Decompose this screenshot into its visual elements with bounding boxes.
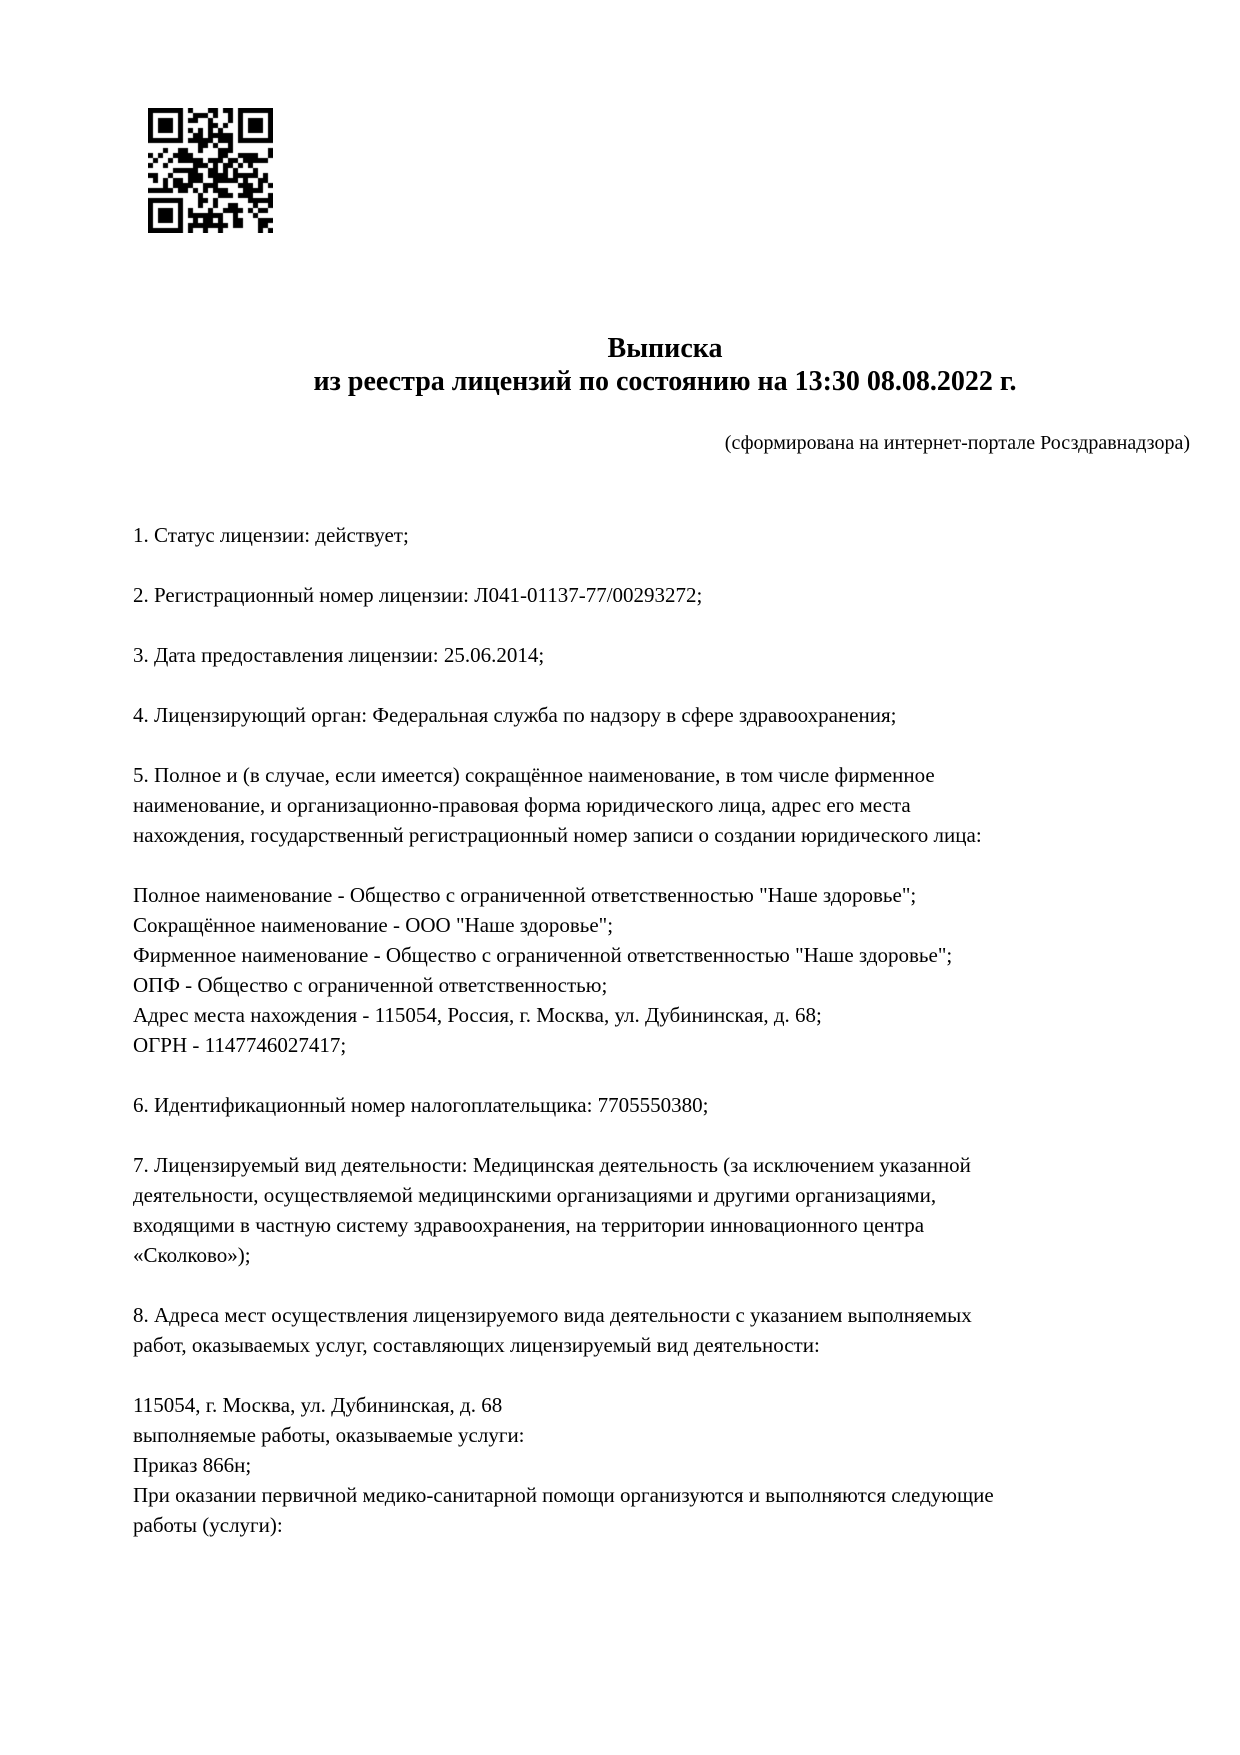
text-line: При оказании первичной медико-санитарной помощи организуются и выполняются следующие (133, 1483, 994, 1507)
text-line: 6. Идентификационный номер налогоплательщика: 7705550380; (133, 1093, 709, 1117)
text-line: входящими в частную систему здравоохранения, на территории инновационного центра (133, 1213, 925, 1237)
text-line: 3. Дата предоставления лицензии: 25.06.2014; (133, 643, 545, 667)
entity-address: Адрес места нахождения - 115054, Россия, г. Москва, ул. Дубининская, д. 68; (133, 1003, 822, 1027)
document-header (90, 332, 1240, 398)
order-number: Приказ 866н; (133, 1453, 252, 1477)
para-taxpayer-number (133, 1090, 1203, 1120)
text-line: 5. Полное и (в случае, если имеется) сокращённое наименование, в том числе фирменное (133, 763, 935, 787)
text-line: 2. Регистрационный номер лицензии: Л041-01137-77/00293272; (133, 583, 703, 607)
text-line: 4. Лицензирующий орган: Федеральная служба по надзору в сфере здравоохранения; (133, 703, 897, 727)
activity-address: 115054, г. Москва, ул. Дубининская, д. 68 (133, 1393, 503, 1417)
text-line: 7. Лицензируемый вид деятельности: Медицинская деятельность (за исключением указанной (133, 1153, 971, 1177)
text-line: 1. Статус лицензии: действует; (133, 523, 409, 547)
entity-full-name: Полное наименование - Общество с ограниченной ответственностью "Наше здоровье"; (133, 883, 917, 907)
text-line: работы (услуги): (133, 1513, 283, 1537)
para-registration-number (133, 580, 1203, 610)
text-line: «Сколково»); (133, 1243, 251, 1267)
qr-code (148, 108, 273, 233)
para-grant-date (133, 640, 1203, 670)
para-licensing-authority (133, 700, 1203, 730)
text-line: наименование, и организационно-правовая форма юридического лица, адрес его места (133, 793, 911, 817)
entity-legal-form: ОПФ - Общество с ограниченной ответственностью; (133, 973, 608, 997)
text-line: деятельности, осуществляемой медицинскими организациями и другими организациями, (133, 1183, 937, 1207)
para-license-status (133, 520, 1203, 550)
text-line: 8. Адреса мест осуществления лицензируемого вида деятельности с указанием выполняемых (133, 1303, 972, 1327)
entity-short-name: Сокращённое наименование - ООО "Наше здоровье"; (133, 913, 614, 937)
document-title-date: из реестра лицензий по состоянию на 13:30 08.08.2022 г. (313, 366, 1017, 397)
entity-brand-name: Фирменное наименование - Общество с ограниченной ответственностью "Наше здоровье"; (133, 943, 953, 967)
document-title: Выписка (607, 333, 723, 364)
text-line: работ, оказываемых услуг, составляющих лицензируемый вид деятельности: (133, 1333, 820, 1357)
entity-ogrn: ОГРН - 1147746027417; (133, 1033, 347, 1057)
text-line: нахождения, государственный регистрационный номер записи о создании юридического лица: (133, 823, 982, 847)
text-line: выполняемые работы, оказываемые услуги: (133, 1423, 525, 1447)
document-body (133, 520, 1203, 1570)
document-subtitle: (сформирована на интернет-портале Росздравнадзора) (724, 432, 1190, 454)
